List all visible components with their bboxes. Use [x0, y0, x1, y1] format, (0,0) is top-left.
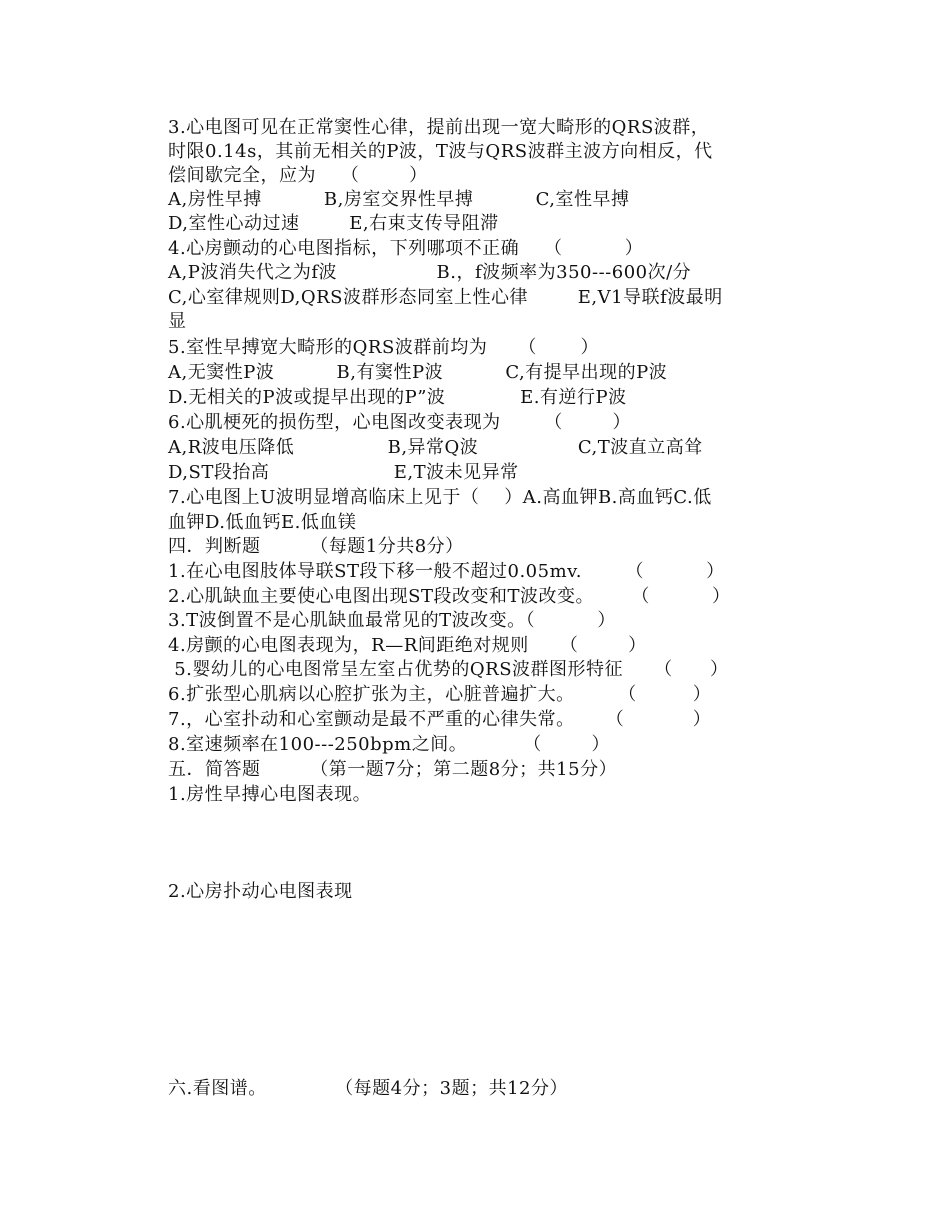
- q7-line1: 7.心电图上U波明显增高临床上见于（ ）A.高血钾B.高血钙C.低: [168, 487, 712, 508]
- section4-heading: 四．判断题 （每题1分共8分）: [168, 536, 464, 557]
- short-answer-q2: 2.心房扑动心电图表现: [168, 881, 353, 902]
- q6-options-1: A,R波电压降低 B,异常Q波 C,T波直立高耸: [168, 437, 703, 458]
- q7-line2: 血钾D.低血钙E.低血镁: [168, 512, 357, 533]
- q3-line2: 时限0.14s，其前无相关的P波，T波与QRS波群主波方向相反，代: [168, 141, 713, 162]
- q6-options-2: D,ST段抬高 E,T波未见异常: [168, 462, 519, 483]
- section5-heading: 五．简答题 （第一题7分；第二题8分；共15分）: [168, 759, 618, 780]
- q3-line3: 偿间歇完全，应为 （ ）: [168, 165, 428, 186]
- short-answer-q1: 1.房性早搏心电图表现。: [168, 784, 372, 805]
- judge-item-8: 8.室速频率在100---250bpm之间。 （ ）: [168, 734, 611, 755]
- q4-options-3: 显: [168, 311, 187, 332]
- q3-options-1: A,房性早搏 B,房室交界性早搏 C,室性早搏: [168, 189, 630, 210]
- judge-item-5: 5.婴幼儿的心电图常呈左室占优势的QRS波群图形特征 （ ）: [168, 659, 729, 680]
- section6-heading: 六.看图谱。 （每题4分；3题；共12分）: [168, 1078, 568, 1099]
- judge-item-4: 4.房颤的心电图表现为，R—R间距绝对规则 （ ）: [168, 635, 647, 656]
- q5-options-1: A,无窦性P波 B,有窦性P波 C,有提早出现的P波: [168, 362, 668, 383]
- q3-options-2: D,室性心动过速 E,右束支传导阻滞: [168, 213, 499, 234]
- q4-line1: 4.心房颤动的心电图指标，下列哪项不正确 （ ）: [168, 238, 644, 259]
- q5-line1: 5.室性早搏宽大畸形的QRS波群前均为 （ ）: [168, 337, 599, 358]
- judge-item-3: 3.T波倒置不是心肌缺血最常见的T波改变。（ ）: [168, 610, 616, 631]
- q6-line1: 6.心肌梗死的损伤型，心电图改变表现为 （ ）: [168, 412, 631, 433]
- judge-item-2: 2.心肌缺血主要使心电图出现ST段改变和T波改变。 （ ）: [168, 586, 731, 607]
- q4-options-1: A,P波消失代之为f波 B.，f波频率为350---600次/分: [168, 262, 692, 283]
- judge-item-1: 1.在心电图肢体导联ST段下移一般不超过0.05mv. （ ）: [168, 561, 725, 582]
- judge-item-7: 7.，心室扑动和心室颤动是最不严重的心律失常。 （ ）: [168, 709, 712, 730]
- q5-options-2: D.无相关的P波或提早出现的P”波 E.有逆行P波: [168, 387, 627, 408]
- judge-item-6: 6.扩张型心肌病以心腔扩张为主，心脏普遍扩大。 （ ）: [168, 684, 712, 705]
- q3-line1: 3.心电图可见在正常窦性心律，提前出现一宽大畸形的QRS波群，: [168, 117, 710, 138]
- q4-options-2: C,心室律规则D,QRS波群形态同室上性心律 E,V1导联f波最明: [168, 287, 723, 308]
